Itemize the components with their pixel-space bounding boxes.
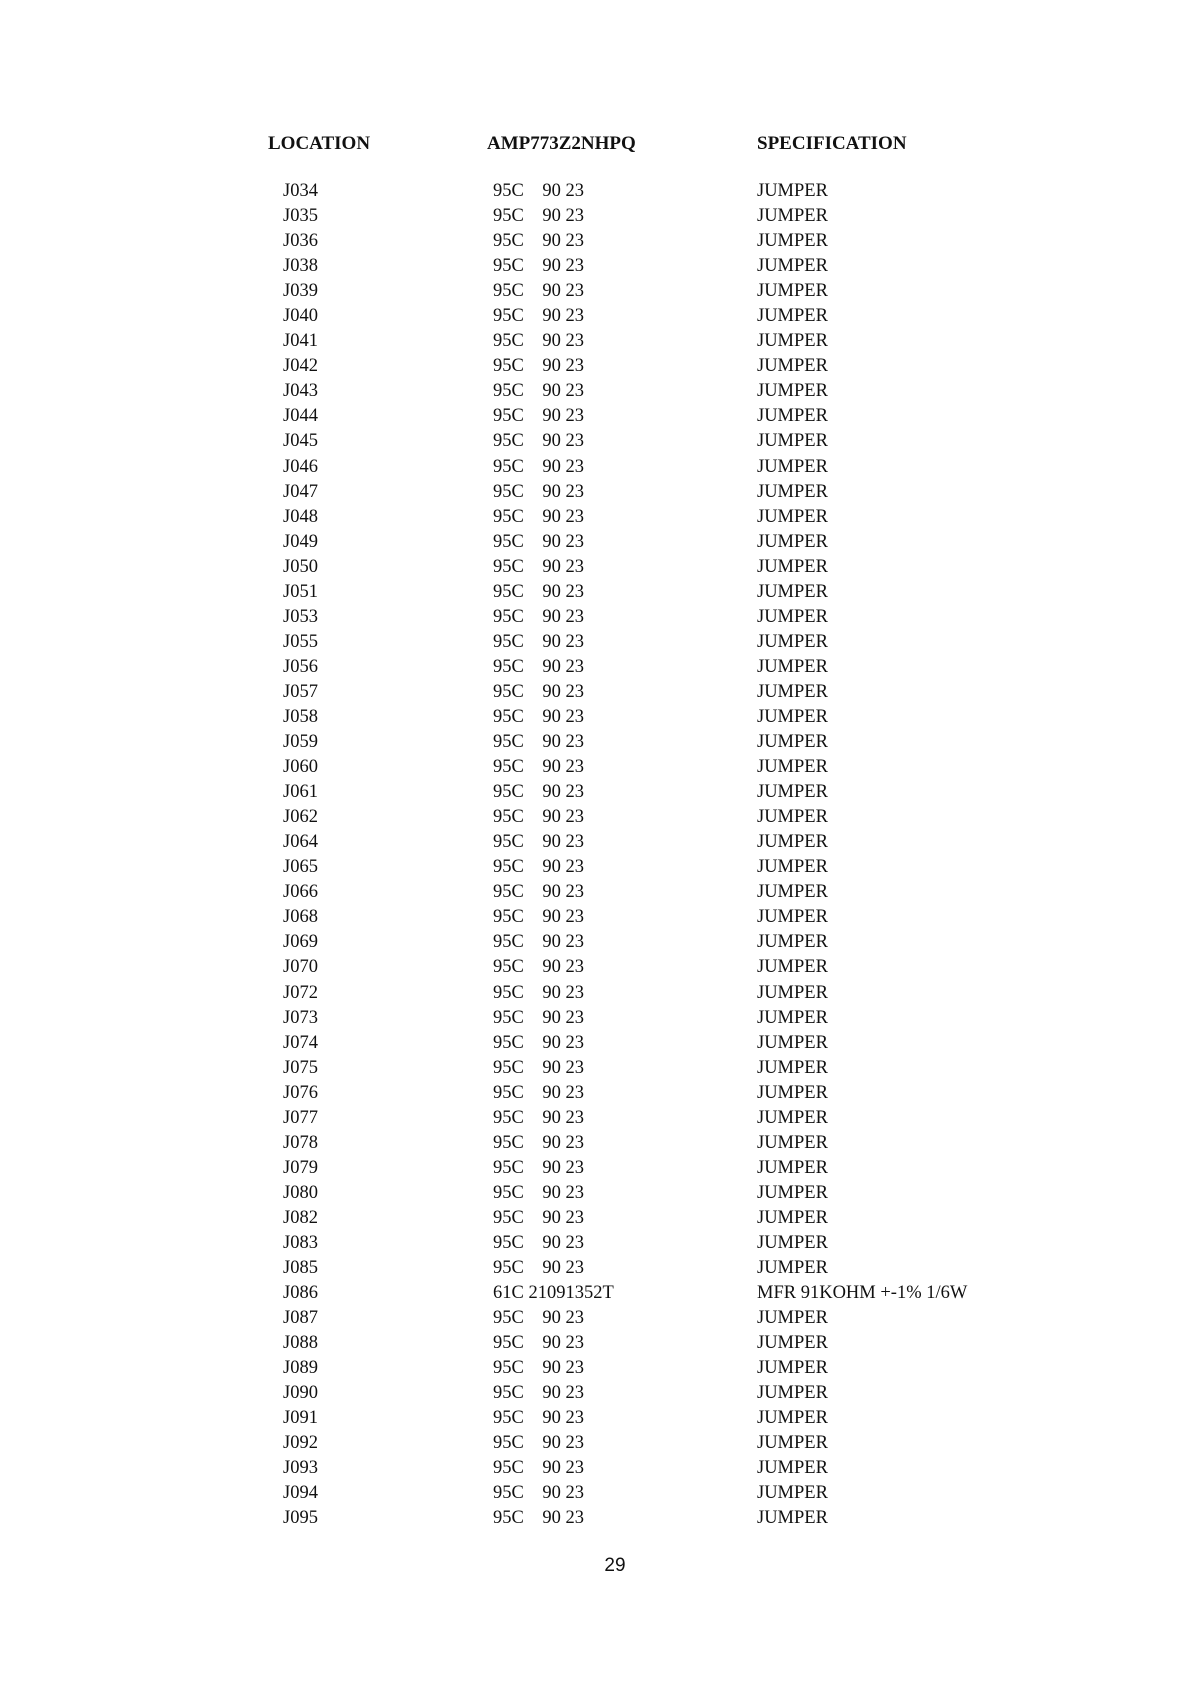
row-location: J079	[283, 1157, 318, 1178]
table-row	[0, 680, 1191, 705]
row-part-number: 95C 90 23	[493, 581, 584, 602]
row-specification: JUMPER	[757, 256, 828, 277]
row-location: J055	[283, 631, 318, 652]
row-part-number: 95C 90 23	[493, 281, 584, 302]
row-part-number: 95C 90 23	[493, 706, 584, 727]
row-location: J051	[283, 581, 318, 602]
row-specification: JUMPER	[757, 631, 828, 652]
row-location: J045	[283, 431, 318, 452]
table-row	[0, 981, 1191, 1006]
row-part-number: 95C 90 23	[493, 506, 584, 527]
row-specification: JUMPER	[757, 782, 828, 803]
row-location: J061	[283, 782, 318, 803]
table-row	[0, 480, 1191, 505]
row-part-number: 95C 90 23	[493, 406, 584, 427]
row-part-number: 95C 90 23	[493, 1358, 584, 1379]
row-specification: JUMPER	[757, 706, 828, 727]
row-part-number: 95C 90 23	[493, 1483, 584, 1504]
row-specification: JUMPER	[757, 331, 828, 352]
row-part-number: 95C 90 23	[493, 732, 584, 753]
row-location: J077	[283, 1107, 318, 1128]
row-part-number: 95C 90 23	[493, 306, 584, 327]
row-location: J065	[283, 857, 318, 878]
table-row	[0, 1381, 1191, 1406]
table-row	[0, 755, 1191, 780]
row-part-number: 95C 90 23	[493, 231, 584, 252]
row-specification: JUMPER	[757, 1358, 828, 1379]
row-location: J048	[283, 506, 318, 527]
row-specification: JUMPER	[757, 932, 828, 953]
table-row	[0, 379, 1191, 404]
row-location: J050	[283, 556, 318, 577]
row-specification: JUMPER	[757, 1132, 828, 1153]
row-specification: JUMPER	[757, 431, 828, 452]
row-location: J044	[283, 406, 318, 427]
row-specification: JUMPER	[757, 531, 828, 552]
table-row	[0, 455, 1191, 480]
table-row	[0, 605, 1191, 630]
row-specification: JUMPER	[757, 381, 828, 402]
row-specification: JUMPER	[757, 206, 828, 227]
row-location: J058	[283, 706, 318, 727]
row-specification: JUMPER	[757, 506, 828, 527]
row-location: J053	[283, 606, 318, 627]
row-location: J069	[283, 932, 318, 953]
row-location: J066	[283, 882, 318, 903]
row-location: J064	[283, 832, 318, 853]
row-location: J078	[283, 1132, 318, 1153]
table-row	[0, 179, 1191, 204]
row-part-number: 95C 90 23	[493, 656, 584, 677]
row-location: J073	[283, 1007, 318, 1028]
row-location: J083	[283, 1232, 318, 1253]
table-row	[0, 254, 1191, 279]
table-row	[0, 304, 1191, 329]
row-location: J047	[283, 481, 318, 502]
row-specification: JUMPER	[757, 681, 828, 702]
row-part-number: 95C 90 23	[493, 882, 584, 903]
row-part-number: 95C 90 23	[493, 857, 584, 878]
table-row	[0, 1181, 1191, 1206]
row-part-number: 95C 90 23	[493, 757, 584, 778]
table-row	[0, 404, 1191, 429]
row-part-number: 95C 90 23	[493, 1207, 584, 1228]
row-specification: JUMPER	[757, 606, 828, 627]
row-specification: JUMPER	[757, 1383, 828, 1404]
row-specification: MFR 91KOHM +-1% 1/6W	[757, 1283, 968, 1304]
row-location: J043	[283, 381, 318, 402]
table-row	[0, 730, 1191, 755]
row-specification: JUMPER	[757, 757, 828, 778]
header-location: LOCATION	[268, 133, 371, 154]
row-specification: JUMPER	[757, 1157, 828, 1178]
page-number: 29	[604, 1555, 626, 1576]
table-row	[0, 830, 1191, 855]
row-location: J095	[283, 1508, 318, 1529]
table-row	[0, 1431, 1191, 1456]
row-part-number: 95C 90 23	[493, 982, 584, 1003]
parts-table-body	[0, 179, 1191, 1532]
row-location: J085	[283, 1258, 318, 1279]
row-specification: JUMPER	[757, 1308, 828, 1329]
row-location: J034	[283, 181, 318, 201]
table-row	[0, 780, 1191, 805]
row-location: J040	[283, 306, 318, 327]
row-part-number: 95C 90 23	[493, 1157, 584, 1178]
row-part-number: 95C 90 23	[493, 1458, 584, 1479]
row-part-number: 95C 90 23	[493, 932, 584, 953]
table-row	[0, 1106, 1191, 1131]
row-specification: JUMPER	[757, 456, 828, 477]
table-row	[0, 1456, 1191, 1481]
row-specification: JUMPER	[757, 1032, 828, 1053]
row-specification: JUMPER	[757, 907, 828, 928]
row-location: J076	[283, 1082, 318, 1103]
row-location: J038	[283, 256, 318, 277]
table-row	[0, 805, 1191, 830]
row-part-number: 95C 90 23	[493, 681, 584, 702]
table-row	[0, 1481, 1191, 1506]
row-part-number: 95C 90 23	[493, 957, 584, 978]
table-row	[0, 1231, 1191, 1256]
row-location: J046	[283, 456, 318, 477]
row-part-number: 95C 90 23	[493, 481, 584, 502]
row-specification: JUMPER	[757, 1207, 828, 1228]
row-location: J062	[283, 807, 318, 828]
row-part-number: 95C 90 23	[493, 1057, 584, 1078]
table-row	[0, 1156, 1191, 1181]
row-part-number: 95C 90 23	[493, 1182, 584, 1203]
row-part-number: 95C 90 23	[493, 631, 584, 652]
row-specification: JUMPER	[757, 1333, 828, 1354]
row-specification: JUMPER	[757, 1483, 828, 1504]
row-specification: JUMPER	[757, 1007, 828, 1028]
row-specification: JUMPER	[757, 231, 828, 252]
row-part-number: 95C 90 23	[493, 907, 584, 928]
row-part-number: 95C 90 23	[493, 206, 584, 227]
row-part-number: 95C 90 23	[493, 1082, 584, 1103]
row-part-number: 95C 90 23	[493, 1308, 584, 1329]
row-specification: JUMPER	[757, 1082, 828, 1103]
row-location: J080	[283, 1182, 318, 1203]
row-part-number: 95C 90 23	[493, 181, 584, 201]
row-part-number: 95C 90 23	[493, 1032, 584, 1053]
table-row	[0, 1081, 1191, 1106]
row-specification: JUMPER	[757, 832, 828, 853]
table-row	[0, 1006, 1191, 1031]
table-row	[0, 329, 1191, 354]
row-location: J075	[283, 1057, 318, 1078]
row-specification: JUMPER	[757, 306, 828, 327]
table-row	[0, 905, 1191, 930]
row-specification: JUMPER	[757, 1182, 828, 1203]
row-location: J088	[283, 1333, 318, 1354]
table-row	[0, 705, 1191, 730]
row-part-number: 95C 90 23	[493, 356, 584, 377]
table-row	[0, 630, 1191, 655]
row-specification: JUMPER	[757, 957, 828, 978]
row-specification: JUMPER	[757, 356, 828, 377]
row-part-number: 95C 90 23	[493, 1333, 584, 1354]
row-location: J056	[283, 656, 318, 677]
table-row	[0, 580, 1191, 605]
row-part-number: 95C 90 23	[493, 456, 584, 477]
table-row	[0, 1056, 1191, 1081]
table-row	[0, 1281, 1191, 1306]
table-row	[0, 555, 1191, 580]
row-specification: JUMPER	[757, 556, 828, 577]
row-location: J072	[283, 982, 318, 1003]
row-part-number: 95C 90 23	[493, 1132, 584, 1153]
row-location: J093	[283, 1458, 318, 1479]
row-specification: JUMPER	[757, 281, 828, 302]
row-part-number: 95C 90 23	[493, 832, 584, 853]
row-part-number: 95C 90 23	[493, 556, 584, 577]
row-location: J060	[283, 757, 318, 778]
row-location: J074	[283, 1032, 318, 1053]
row-location: J070	[283, 957, 318, 978]
header-part-number: AMP773Z2NHPQ	[487, 133, 636, 154]
row-location: J094	[283, 1483, 318, 1504]
table-row	[0, 1306, 1191, 1331]
table-row	[0, 1331, 1191, 1356]
row-specification: JUMPER	[757, 807, 828, 828]
row-specification: JUMPER	[757, 732, 828, 753]
header-specification: SPECIFICATION	[757, 133, 907, 154]
row-specification: JUMPER	[757, 481, 828, 502]
row-location: J041	[283, 331, 318, 352]
table-row	[0, 1406, 1191, 1431]
row-location: J091	[283, 1408, 318, 1429]
row-specification: JUMPER	[757, 1433, 828, 1454]
row-location: J089	[283, 1358, 318, 1379]
table-row	[0, 1356, 1191, 1381]
row-part-number: 95C 90 23	[493, 807, 584, 828]
table-row	[0, 530, 1191, 555]
row-specification: JUMPER	[757, 1232, 828, 1253]
table-row	[0, 880, 1191, 905]
row-location: J090	[283, 1383, 318, 1404]
row-specification: JUMPER	[757, 882, 828, 903]
row-location: J082	[283, 1207, 318, 1228]
row-part-number: 95C 90 23	[493, 531, 584, 552]
row-location: J087	[283, 1308, 318, 1329]
row-part-number: 95C 90 23	[493, 431, 584, 452]
row-specification: JUMPER	[757, 406, 828, 427]
row-specification: JUMPER	[757, 982, 828, 1003]
table-row	[0, 429, 1191, 454]
row-part-number: 95C 90 23	[493, 1508, 584, 1529]
table-row	[0, 955, 1191, 980]
table-row	[0, 855, 1191, 880]
row-part-number: 95C 90 23	[493, 331, 584, 352]
row-location: J057	[283, 681, 318, 702]
row-part-number: 95C 90 23	[493, 1232, 584, 1253]
row-location: J059	[283, 732, 318, 753]
row-specification: JUMPER	[757, 656, 828, 677]
row-specification: JUMPER	[757, 181, 828, 201]
table-row	[0, 1131, 1191, 1156]
row-specification: JUMPER	[757, 1508, 828, 1529]
table-row	[0, 279, 1191, 304]
table-row	[0, 1031, 1191, 1056]
table-header	[0, 133, 1191, 157]
row-part-number: 95C 90 23	[493, 1433, 584, 1454]
row-part-number: 95C 90 23	[493, 1258, 584, 1279]
row-location: J036	[283, 231, 318, 252]
row-part-number: 95C 90 23	[493, 256, 584, 277]
table-row	[0, 1256, 1191, 1281]
table-row	[0, 655, 1191, 680]
table-row	[0, 930, 1191, 955]
row-specification: JUMPER	[757, 1057, 828, 1078]
row-location: J068	[283, 907, 318, 928]
row-part-number: 95C 90 23	[493, 1107, 584, 1128]
row-part-number: 61C 21091352T	[493, 1283, 614, 1304]
row-part-number: 95C 90 23	[493, 1383, 584, 1404]
row-part-number: 95C 90 23	[493, 782, 584, 803]
table-row	[0, 229, 1191, 254]
row-part-number: 95C 90 23	[493, 1408, 584, 1429]
row-specification: JUMPER	[757, 581, 828, 602]
table-row	[0, 505, 1191, 530]
row-specification: JUMPER	[757, 1408, 828, 1429]
row-location: J049	[283, 531, 318, 552]
row-part-number: 95C 90 23	[493, 1007, 584, 1028]
row-specification: JUMPER	[757, 1107, 828, 1128]
row-location: J086	[283, 1283, 318, 1304]
table-row	[0, 1206, 1191, 1231]
row-specification: JUMPER	[757, 1458, 828, 1479]
row-location: J039	[283, 281, 318, 302]
table-row	[0, 354, 1191, 379]
table-row	[0, 1506, 1191, 1531]
table-row	[0, 204, 1191, 229]
row-specification: JUMPER	[757, 1258, 828, 1279]
row-location: J035	[283, 206, 318, 227]
row-location: J042	[283, 356, 318, 377]
row-location: J092	[283, 1433, 318, 1454]
row-specification: JUMPER	[757, 857, 828, 878]
row-part-number: 95C 90 23	[493, 606, 584, 627]
row-part-number: 95C 90 23	[493, 381, 584, 402]
